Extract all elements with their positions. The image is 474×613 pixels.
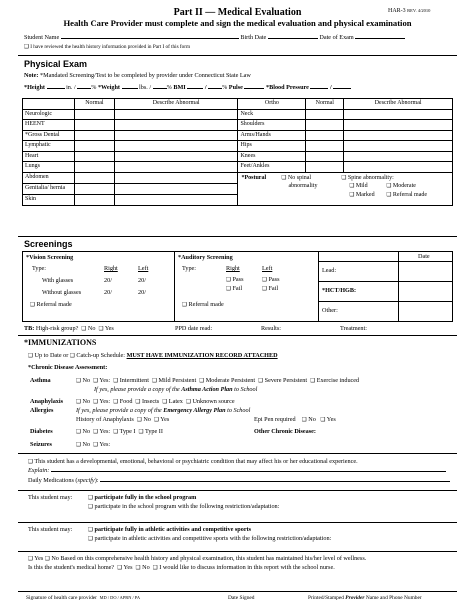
mild-option[interactable]: ❑ Mild [349, 182, 368, 189]
cell[interactable] [114, 120, 238, 131]
screenings-heading: Screenings [24, 239, 73, 249]
reviewed-row [24, 44, 190, 51]
reviewed-label: I have reviewed the health history information provided in Part I of this form [30, 44, 190, 50]
col-normal: Normal [74, 99, 114, 110]
vitals-row: *Height in. / % *Weight lbs. / % BMI / % Pulse *Blood Pressure / [24, 84, 351, 91]
results-label: Results: [261, 325, 281, 332]
auditory-left-fail[interactable]: ❑ Fail [262, 285, 279, 292]
table-row: Genitalia/ hernia [23, 183, 453, 194]
divider [18, 335, 457, 336]
wellness-row: ❑ Yes ❑ No Based on this comprehensive health history and physical examination, this student has maintained his/her level of wellness. [28, 555, 367, 562]
asthma-no[interactable]: ❑ No [76, 377, 91, 384]
diabetes-label: Diabetes [30, 428, 53, 435]
reviewed-checkbox[interactable]: ❑ [24, 44, 29, 50]
col-describe-abnormal: Describe Abnormal [114, 99, 238, 110]
divider [18, 551, 457, 552]
cell[interactable] [74, 194, 114, 205]
asthma-note: If yes, please provide a copy of the Asthma Action Plan to School [94, 386, 258, 393]
cell[interactable] [306, 109, 344, 120]
cell[interactable] [74, 109, 114, 120]
divider [174, 251, 175, 322]
hct-hgb-label: *HCT/HGB: [322, 287, 357, 294]
cell[interactable] [306, 141, 344, 152]
auditory-left-label: Left [262, 265, 273, 272]
divider [318, 301, 453, 302]
developmental-row: ❑ This student has a developmental, emotional, behavioral or psychiatric condition that may affect his or her educational experience. [28, 458, 358, 465]
physical-exam-heading: Physical Exam [24, 59, 88, 69]
must-have-record: MUST HAVE IMMUNIZATION RECORD ATTACHED [126, 352, 278, 359]
cell[interactable] [114, 130, 238, 141]
epipen-row: Epi Pen required ❑ No ❑ Yes [254, 416, 336, 423]
asthma-intermittent[interactable]: ❑ Intermittent [113, 377, 149, 384]
asthma-mild[interactable]: ❑ Mild Persistent [152, 377, 197, 384]
asthma-options [76, 377, 359, 384]
cell[interactable] [306, 151, 344, 162]
table-row: *Gross Dental Arms/Hands [23, 130, 453, 141]
chronic-disease-heading: *Chronic Disease Assessment: [28, 364, 108, 371]
divider [18, 236, 457, 237]
no-spinal-option[interactable]: ❑ No spinal [281, 174, 312, 181]
date-column-label: Date [418, 253, 430, 260]
cell[interactable] [74, 141, 114, 152]
auditory-referral-option[interactable]: ❑ Referral made [182, 301, 224, 308]
ppd-date-label: PPD date read: [175, 325, 213, 332]
referral-made-option[interactable]: ❑ Referral made [386, 191, 428, 198]
cell[interactable] [344, 141, 453, 152]
allergy-note: If yes, please provide a copy of the Emergency Allergy Plan to School [76, 407, 251, 414]
discuss-option[interactable]: ❑ I would like to discuss information in this report with the school nurse. [152, 564, 335, 571]
no-spinal-label-2: abnormality [288, 182, 318, 189]
date-of-exam-field[interactable] [355, 38, 405, 39]
cell[interactable] [74, 183, 114, 194]
asthma-severe[interactable]: ❑ Severe Persistent [258, 377, 308, 384]
bmi-pct-field[interactable] [208, 88, 222, 89]
catch-up-option[interactable]: ❑ Catch-up Schedule: [69, 352, 126, 359]
asthma-yes[interactable]: ❑ Yes: [93, 377, 111, 384]
spine-abnormality-option[interactable]: ❑ Spine abnormality: [341, 174, 394, 181]
divider [318, 281, 453, 282]
auditory-right-label: Right [226, 265, 240, 272]
moderate-option[interactable]: ❑ Moderate [386, 182, 416, 189]
bmi-field[interactable] [187, 88, 203, 89]
cell[interactable] [344, 109, 453, 120]
postural-label: *Postural [241, 174, 267, 181]
athletic-full-option[interactable]: ❑ participate fully in athletic activities and competitive sports [88, 526, 252, 533]
vision-left-label: Left [138, 265, 149, 272]
form-subtitle: Health Care Provider must complete and sign the medical evaluation and physical examination [63, 18, 412, 28]
vision-screening-label: *Vision Screening [26, 254, 74, 261]
diabetes-type1[interactable]: ❑ Type I [113, 428, 136, 435]
diabetes-no[interactable]: ❑ No [76, 428, 91, 435]
signature-label-row: Signature of health care provider MD / DO / APRN / PA [26, 595, 140, 601]
diabetes-options [76, 428, 163, 435]
divider [18, 490, 457, 491]
bp-diastolic-field[interactable] [333, 88, 351, 89]
immunizations-heading: *IMMUNIZATIONS [24, 338, 97, 347]
form-title: Part II — Medical Evaluation [173, 7, 302, 18]
asthma-label: Asthma [30, 377, 51, 384]
cell[interactable] [344, 130, 453, 141]
asthma-moderate[interactable]: ❑ Moderate Persistent [199, 377, 256, 384]
seizures-label: Seizures [30, 441, 52, 448]
form-id: HAR-3 REV. 4/2010 [388, 8, 431, 14]
table-header-row [23, 99, 453, 110]
wellness-no[interactable]: ❑ No [44, 555, 59, 562]
auditory-right-pass[interactable]: ❑ Pass [226, 276, 244, 283]
cell[interactable] [74, 162, 114, 173]
medical-home-no[interactable]: ❑ No [135, 564, 150, 571]
physical-exam-table [22, 98, 453, 206]
tb-row: TB: High-risk group? ❑ No ❑ Yes [24, 325, 114, 332]
marked-option[interactable]: ❑ Marked [349, 191, 375, 198]
medical-evaluation-form [18, 7, 457, 607]
anaphylaxis-yes[interactable]: ❑ Yes: [93, 398, 111, 405]
vision-right-label: Right [104, 265, 118, 272]
student-name-label: Student Name [24, 34, 60, 41]
cell[interactable] [74, 120, 114, 131]
cell[interactable] [74, 172, 114, 183]
auditory-screening-label: *Auditory Screening [178, 254, 233, 261]
auditory-left-pass[interactable]: ❑ Pass [262, 276, 280, 283]
anaphylaxis-label: Anaphylaxis [30, 398, 64, 405]
allergies-label: Allergies [30, 407, 54, 414]
weight-field[interactable] [122, 88, 138, 89]
daily-meds-row: Daily Medications (specify): [28, 477, 450, 484]
treatment-label: Treatment: [340, 325, 367, 332]
tb-no-option[interactable]: ❑ No [81, 325, 96, 332]
anaphylaxis-no[interactable]: ❑ No [76, 398, 91, 405]
cell[interactable] [114, 151, 238, 162]
height-pct-field[interactable] [77, 88, 91, 89]
without-glasses-left[interactable]: 20/ [138, 289, 146, 296]
epipen-no[interactable]: ❑ No [301, 416, 316, 423]
cell[interactable] [344, 120, 453, 131]
history-no[interactable]: ❑ No [136, 416, 151, 423]
cell[interactable] [74, 151, 114, 162]
anaphylaxis-food[interactable]: ❑ Food [113, 398, 133, 405]
signature-line [18, 591, 457, 592]
birth-date-field[interactable] [268, 38, 318, 39]
anaphylaxis-options [76, 398, 235, 405]
cell[interactable] [114, 172, 238, 183]
col-ortho: Ortho [238, 99, 306, 110]
lead-label: Lead: [322, 267, 337, 274]
seizures-yes[interactable]: ❑ Yes: [93, 441, 111, 448]
medical-home-yes[interactable]: ❑ Yes [117, 564, 133, 571]
bp-systolic-field[interactable] [310, 88, 328, 89]
student-name-row [24, 34, 405, 41]
athletic-restrict-option[interactable]: ❑ participate in athletic activities and competitive sports with the following restriction/adaptation: [88, 535, 332, 542]
printed-name-label: Printed/Stamped Provider Name and Phone Number [308, 595, 422, 601]
date-signed-label: Date Signed [228, 595, 255, 601]
height-field[interactable] [47, 88, 65, 89]
pulse-field[interactable] [244, 88, 264, 89]
developmental-checkbox[interactable]: ❑ [28, 459, 33, 465]
tb-yes-option[interactable]: ❑ Yes [98, 325, 114, 332]
school-restrict-option[interactable]: ❑ participate in the school program with the following restriction/adaptation: [88, 503, 280, 510]
history-yes[interactable]: ❑ Yes [153, 416, 170, 423]
other-chronic-label: Other Chronic Disease: [254, 428, 316, 435]
cell[interactable] [306, 120, 344, 131]
seizures-options [76, 441, 110, 448]
cell[interactable] [114, 109, 238, 120]
table-row: Lungs Feet/Ankles [23, 162, 453, 173]
auditory-type-label: Type: [182, 265, 196, 272]
table-row: HEENT Shoulders [23, 120, 453, 131]
anaphylaxis-unknown[interactable]: ❑ Unknown source [185, 398, 235, 405]
table-row: Heart Knees [23, 151, 453, 162]
postural-cell [238, 172, 453, 205]
table-row: Lymphatic Hips [23, 141, 453, 152]
vision-referral-option[interactable]: ❑ Referral made [30, 301, 72, 308]
immunization-row [28, 352, 278, 359]
daily-meds-field[interactable] [100, 481, 450, 482]
with-glasses-left[interactable]: 20/ [138, 277, 146, 284]
cell[interactable] [344, 162, 453, 173]
seizures-no[interactable]: ❑ No [76, 441, 91, 448]
cell[interactable] [114, 194, 238, 205]
anaphylaxis-latex[interactable]: ❑ Latex [162, 398, 183, 405]
table-row: Neurologic Neck [23, 109, 453, 120]
student-name-field[interactable] [61, 38, 239, 39]
with-glasses-right[interactable]: 20/ [104, 277, 112, 284]
table-row: Skin [23, 194, 453, 205]
cell[interactable] [114, 141, 238, 152]
epipen-yes[interactable]: ❑ Yes [320, 416, 336, 423]
cell[interactable] [74, 130, 114, 141]
with-glasses-label: With glasses [42, 277, 74, 284]
cell[interactable] [306, 162, 344, 173]
cell[interactable] [306, 130, 344, 141]
cell[interactable] [114, 183, 238, 194]
history-anaphylaxis-row: History of Anaphylaxis ❑ No ❑ Yes [76, 416, 170, 423]
birth-date-label: Birth Date [240, 34, 267, 41]
auditory-right-fail[interactable]: ❑ Fail [226, 285, 243, 292]
medical-home-row: Is this the student's medical home? ❑ Yes ❑ No ❑ I would like to discuss information in this report with the school nurse. [28, 564, 335, 571]
col-describe-abnormal-ortho: Describe Abnormal [344, 99, 453, 110]
without-glasses-right[interactable]: 20/ [104, 289, 112, 296]
school-full-option[interactable]: ❑ participate fully in the school program [88, 494, 197, 501]
asthma-exercise[interactable]: ❑ Exercise induced [310, 377, 360, 384]
athletic-may-label: This student may: [28, 526, 73, 533]
divider [318, 261, 453, 262]
diabetes-type2[interactable]: ❑ Type II [138, 428, 163, 435]
mandated-note: Note: *Mandated Screening/Test to be completed by provider under Connecticut State Law [24, 72, 251, 79]
cell[interactable] [114, 162, 238, 173]
without-glasses-label: Without glasses [42, 289, 82, 296]
up-to-date-option[interactable]: ❑ Up to Date or [28, 352, 69, 359]
divider [18, 522, 457, 523]
explain-row: Explain: [28, 467, 446, 474]
school-may-label: This student may: [28, 494, 73, 501]
vision-type-label: Type: [32, 265, 46, 272]
wellness-yes[interactable]: ❑ Yes [28, 555, 44, 562]
anaphylaxis-insects[interactable]: ❑ Insects [135, 398, 160, 405]
diabetes-yes[interactable]: ❑ Yes: [93, 428, 111, 435]
col-normal-ortho: Normal [306, 99, 344, 110]
other-label: Other: [322, 307, 338, 314]
date-of-exam-label: Date of Exam [319, 34, 354, 41]
table-row: Abdomen *Postural ❑ No spinal abnormality ❑ Spine abnormality: ❑ Mild ❑ Moderate ❑ Marked ❑ Referral made [23, 172, 453, 183]
cell[interactable] [344, 151, 453, 162]
divider [18, 55, 457, 56]
divider [18, 453, 457, 454]
weight-pct-field[interactable] [153, 88, 167, 89]
explain-field[interactable] [51, 471, 446, 472]
